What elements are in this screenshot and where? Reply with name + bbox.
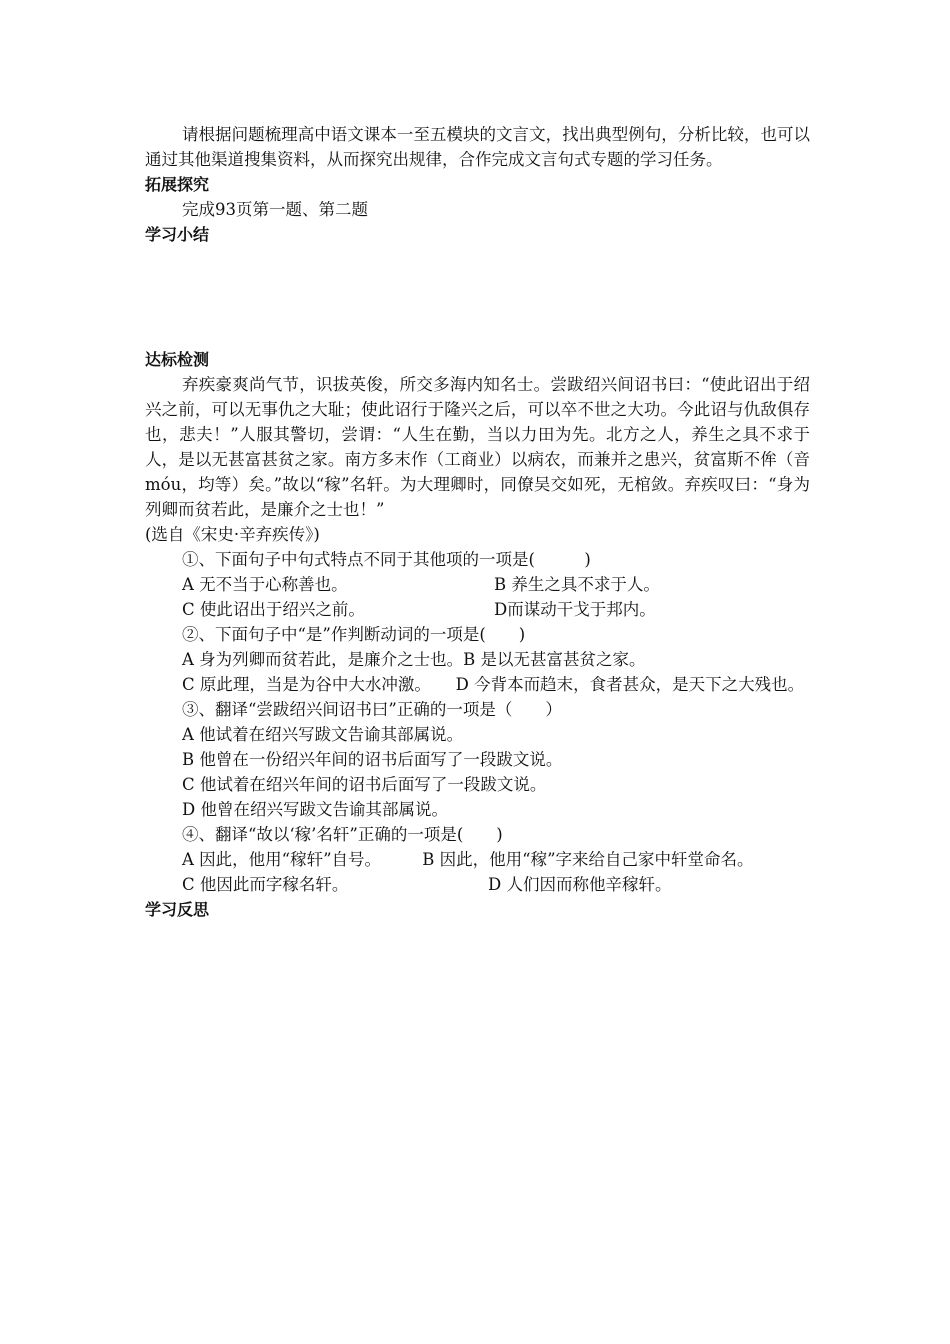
question-1-option-c: C 使此诏出于绍兴之前。 (182, 600, 365, 619)
question-1-option-d: D而谋动干戈于邦内。 (494, 600, 656, 619)
question-2-option-a: A 身为列卿而贫若此，是廉介之士也。 (182, 650, 464, 669)
question-2-option-b: B 是以无甚富甚贫之家。 (463, 650, 646, 669)
question-3-option-d: D 他曾在绍兴写跋文告谕其部属说。 (182, 800, 448, 819)
question-2-option-c: C 原此理，当是为谷中大水冲激。 (182, 675, 423, 694)
document-page (145, 122, 810, 922)
question-3-stem: ③、翻译“尝跋绍兴间诏书曰”正确的一项是（ ） (182, 700, 562, 719)
question-1-options-row-2 (145, 597, 810, 622)
question-3-option-b: B 他曾在一份绍兴年间的诏书后面写了一段跋文说。 (182, 750, 563, 769)
question-4-options-row-2 (145, 872, 810, 897)
heading-test: 达标检测 (145, 350, 210, 369)
question-4-option-d: D 人们因而称他辛稼轩。 (488, 875, 672, 894)
question-4-options-row-1 (145, 847, 810, 872)
heading-extension: 拓展探究 (145, 175, 210, 194)
question-2-option-d: D 今背本而趋末，食者甚众，是天下之大残也。 (455, 675, 805, 694)
extension-text: 完成93页第一题、第二题 (182, 200, 368, 219)
question-1-option-b: B 养生之具不求于人。 (494, 575, 660, 594)
question-4-stem: ④、翻译“故以‘稼’名轩”正确的一项是( ) (182, 825, 503, 844)
question-2-options-row-2 (145, 672, 810, 697)
question-4-option-b: B 因此，他用“稼”字来给自己家中轩堂命名。 (422, 850, 754, 869)
question-1-options-row-1 (145, 572, 810, 597)
question-2-stem: ②、下面句子中“是”作判断动词的一项是( ) (182, 625, 526, 644)
question-1-option-a: A 无不当于心称善也。 (182, 575, 348, 594)
question-3-option-c: C 他试着在绍兴年间的诏书后面写了一段跋文说。 (182, 775, 547, 794)
question-1-stem: ①、下面句子中句式特点不同于其他项的一项是( ) (182, 550, 591, 569)
question-4-option-a: A 因此，他用“稼轩”自号。 (182, 850, 373, 869)
test-passage: 弃疾豪爽尚气节，识拔英俊，所交多海内知名士。尝跋绍兴间诏书曰：“使此诏出于绍兴之前，可以无事仇之大耻；使此诏行于隆兴之后，可以卒不世之大功。今此诏与仇敌俱存也，悲夫！”人服其警切，尝谓：“人生在勤，当以力田为先。北方之人，养生之具不求于人，是以无甚富甚贫之家。南方多末作（工商业）以病农，而兼并之患兴，贫富斯不侔（音móu，均等）矣。”故以“稼”名轩。为大理卿时，同僚吴交如死，无棺敛。弃疾叹曰：“身为列卿而贫若此，是廉介之士也！” (145, 375, 810, 519)
passage-source: (选自《宋史·辛弃疾传》) (145, 525, 320, 544)
heading-reflection: 学习反思 (145, 900, 210, 919)
question-4-option-c: C 他因此而字稼名轩。 (182, 875, 349, 894)
heading-summary: 学习小结 (145, 225, 210, 244)
question-3-option-a: A 他试着在绍兴写跋文告谕其部属说。 (182, 725, 464, 744)
intro-paragraph: 请根据问题梳理高中语文课本一至五模块的文言文，找出典型例句，分析比较，也可以通过其他渠道搜集资料，从而探究出规律，合作完成文言句式专题的学习任务。 (145, 125, 810, 169)
question-2-options-row-1 (145, 647, 810, 672)
summary-blank-space (145, 247, 810, 347)
